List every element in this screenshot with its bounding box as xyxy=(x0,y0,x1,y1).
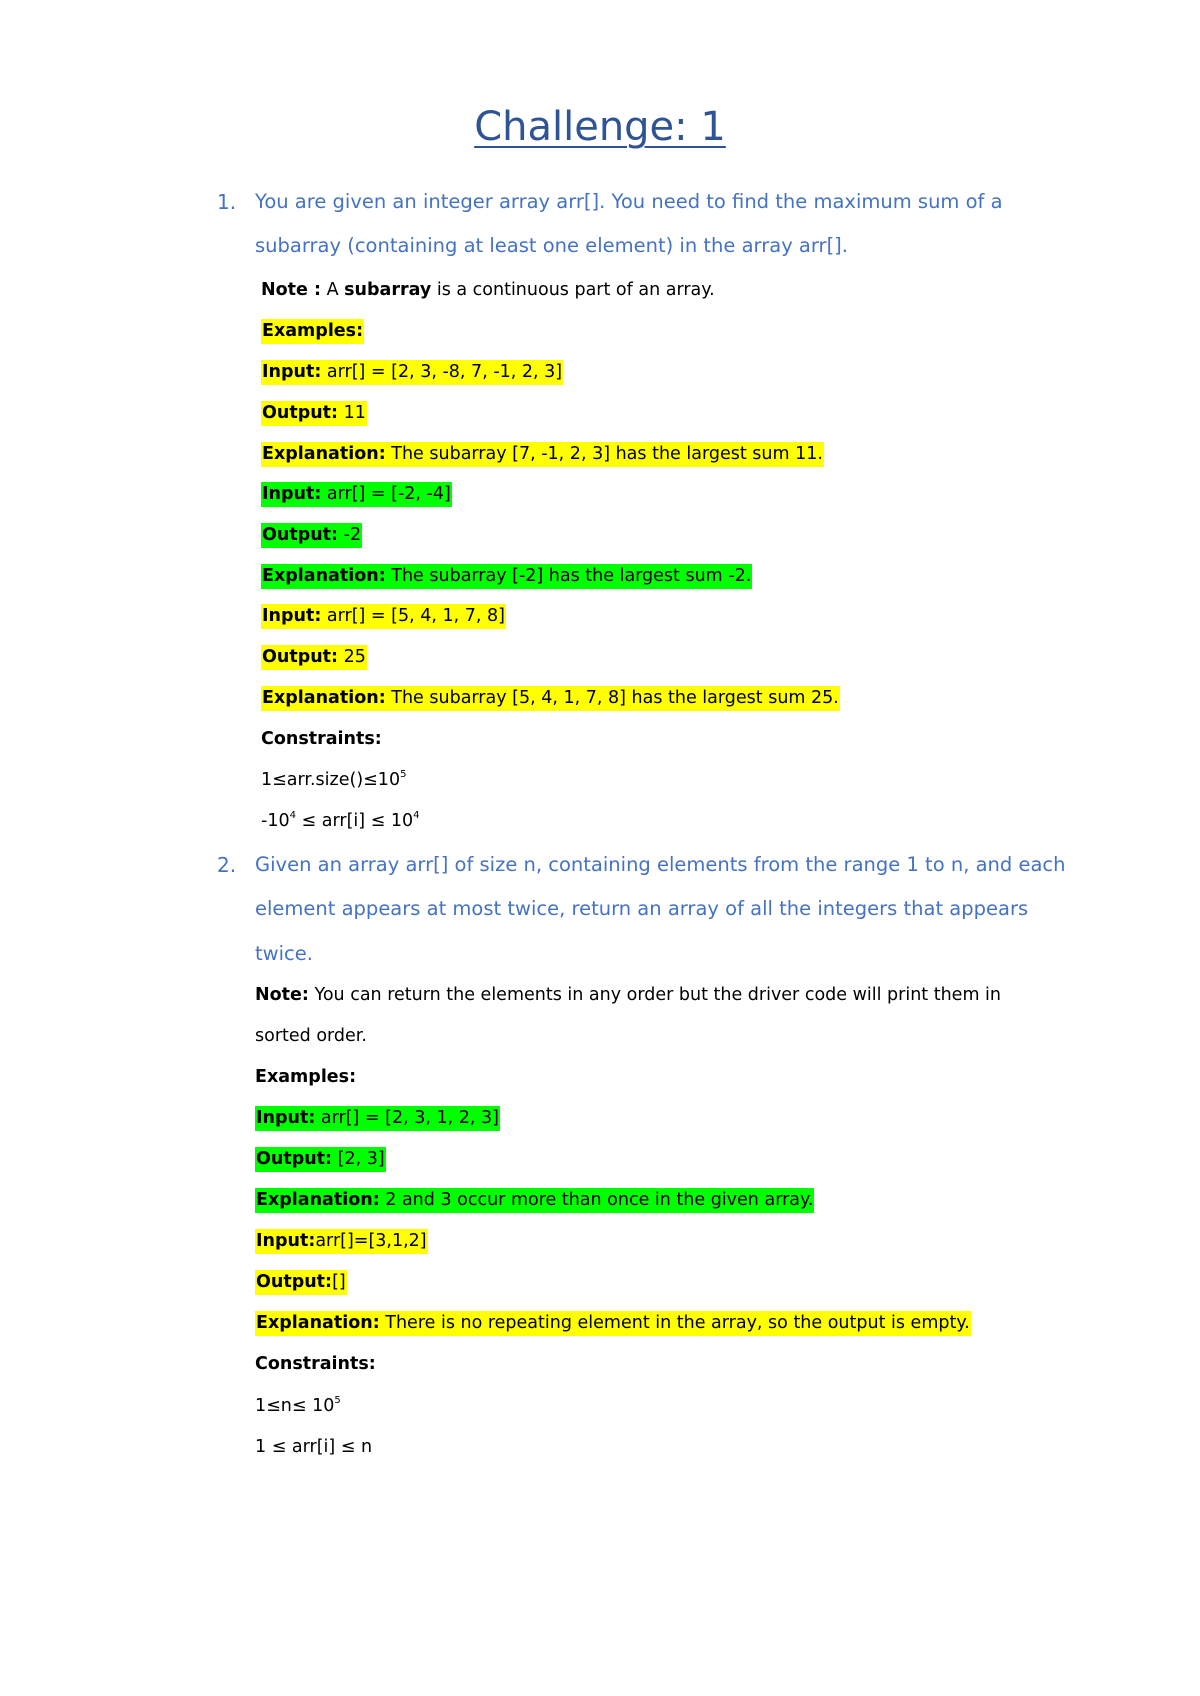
output-value: -2 xyxy=(338,525,362,545)
note-bold-word: subarray xyxy=(344,280,432,300)
explanation-label: Explanation: xyxy=(262,688,386,708)
explanation-label: Explanation: xyxy=(256,1190,380,1210)
p2-ex1-output xyxy=(255,1149,386,1169)
problem-1-note xyxy=(261,280,715,300)
problem-2-constraint-2: 1 ≤ arr[i] ≤ n xyxy=(255,1437,373,1457)
examples-label: Examples: xyxy=(261,319,364,344)
p1-ex3-explanation xyxy=(261,688,840,708)
explanation-value: The subarray [-2] has the largest sum -2. xyxy=(385,566,752,586)
p1-ex3-input xyxy=(261,606,506,626)
output-value: 11 xyxy=(338,403,366,423)
p1-ex3-output xyxy=(261,647,367,667)
output-label: Output: xyxy=(262,403,339,423)
examples-label: Examples: xyxy=(255,1067,357,1087)
problem-1-examples-heading xyxy=(261,321,364,341)
problem-1-statement-line-1: You are given an integer array arr[]. You need to find the maximum sum of a xyxy=(255,190,1003,213)
explanation-value: The subarray [7, -1, 2, 3] has the largest sum 11. xyxy=(385,444,823,464)
constraint-exponent: 5 xyxy=(400,769,407,780)
input-label: Input: xyxy=(262,606,322,626)
p2-ex2-explanation xyxy=(255,1313,971,1333)
p2-ex2-output xyxy=(255,1272,347,1292)
input-label: Input: xyxy=(262,484,322,504)
input-label: Input: xyxy=(256,1108,316,1128)
problem-1-constraint-2 xyxy=(261,811,420,831)
constraint-exponent-2: 4 xyxy=(413,810,420,821)
problem-2-constraint-1 xyxy=(255,1396,341,1416)
note-text-b: is a continuous part of an array. xyxy=(431,280,715,300)
problem-2-constraints-heading xyxy=(255,1354,376,1374)
output-label: Output: xyxy=(262,525,339,545)
problem-1-constraints-heading xyxy=(261,729,382,749)
p2-ex2-input xyxy=(255,1231,428,1251)
problem-1-number: 1. xyxy=(217,190,237,214)
input-value: arr[] = [-2, -4] xyxy=(321,484,451,504)
problem-2-statement-line-1: Given an array arr[] of size n, containing elements from the range 1 to n, and each xyxy=(255,853,1066,876)
problem-2-number: 2. xyxy=(217,853,237,877)
problem-2-examples-heading xyxy=(255,1067,356,1087)
constraint-exponent: 5 xyxy=(334,1395,341,1406)
explanation-value: The subarray [5, 4, 1, 7, 8] has the largest sum 25. xyxy=(385,688,839,708)
constraints-label: Constraints: xyxy=(255,1354,376,1374)
problem-2-note-line-1 xyxy=(255,985,1001,1005)
explanation-label: Explanation: xyxy=(262,444,386,464)
constraint-text-pre: -10 xyxy=(261,811,290,831)
problem-2-statement-line-2: element appears at most twice, return an array of all the integers that appears xyxy=(255,897,1029,920)
p2-ex1-input xyxy=(255,1108,500,1128)
constraint-text: 1≤n≤ 10 xyxy=(255,1396,335,1416)
output-label: Output: xyxy=(256,1272,333,1292)
note-label: Note : xyxy=(261,280,321,300)
note-text-a: A xyxy=(321,280,345,300)
problem-2-statement-line-3: twice. xyxy=(255,942,313,965)
input-value: arr[]=[3,1,2] xyxy=(315,1231,427,1251)
explanation-value: 2 and 3 occur more than once in the given array. xyxy=(379,1190,814,1210)
p1-ex2-explanation xyxy=(261,566,752,586)
input-value: arr[] = [2, 3, 1, 2, 3] xyxy=(315,1108,499,1128)
input-value: arr[] = [2, 3, -8, 7, -1, 2, 3] xyxy=(321,362,563,382)
note-label: Note: xyxy=(255,985,309,1005)
input-label: Input: xyxy=(256,1231,316,1251)
constraint-exponent-1: 4 xyxy=(289,810,296,821)
output-label: Output: xyxy=(256,1149,333,1169)
p1-ex1-input xyxy=(261,362,563,382)
problem-1-statement-line-2: subarray (containing at least one element) in the array arr[]. xyxy=(255,234,848,257)
output-value: [2, 3] xyxy=(332,1149,385,1169)
problem-2-note-line-2: sorted order. xyxy=(255,1026,367,1046)
input-value: arr[] = [5, 4, 1, 7, 8] xyxy=(321,606,505,626)
constraint-text: 1≤arr.size()≤10 xyxy=(261,770,401,790)
problem-1-constraint-1 xyxy=(261,770,406,790)
output-value: 25 xyxy=(338,647,366,667)
constraint-text-mid: ≤ arr[i] ≤ 10 xyxy=(295,811,414,831)
input-label: Input: xyxy=(262,362,322,382)
output-label: Output: xyxy=(262,647,339,667)
p1-ex2-output xyxy=(261,525,362,545)
p1-ex2-input xyxy=(261,484,452,504)
p2-ex1-explanation xyxy=(255,1190,814,1210)
page-title: Challenge: 1 xyxy=(474,104,726,150)
constraints-label: Constraints: xyxy=(261,729,382,749)
explanation-label: Explanation: xyxy=(256,1313,380,1333)
explanation-label: Explanation: xyxy=(262,566,386,586)
note-text: You can return the elements in any order but the driver code will print them in xyxy=(308,985,1002,1005)
explanation-value: There is no repeating element in the array, so the output is empty. xyxy=(379,1313,970,1333)
p1-ex1-explanation xyxy=(261,444,824,464)
p1-ex1-output xyxy=(261,403,367,423)
output-value: [] xyxy=(332,1272,346,1292)
